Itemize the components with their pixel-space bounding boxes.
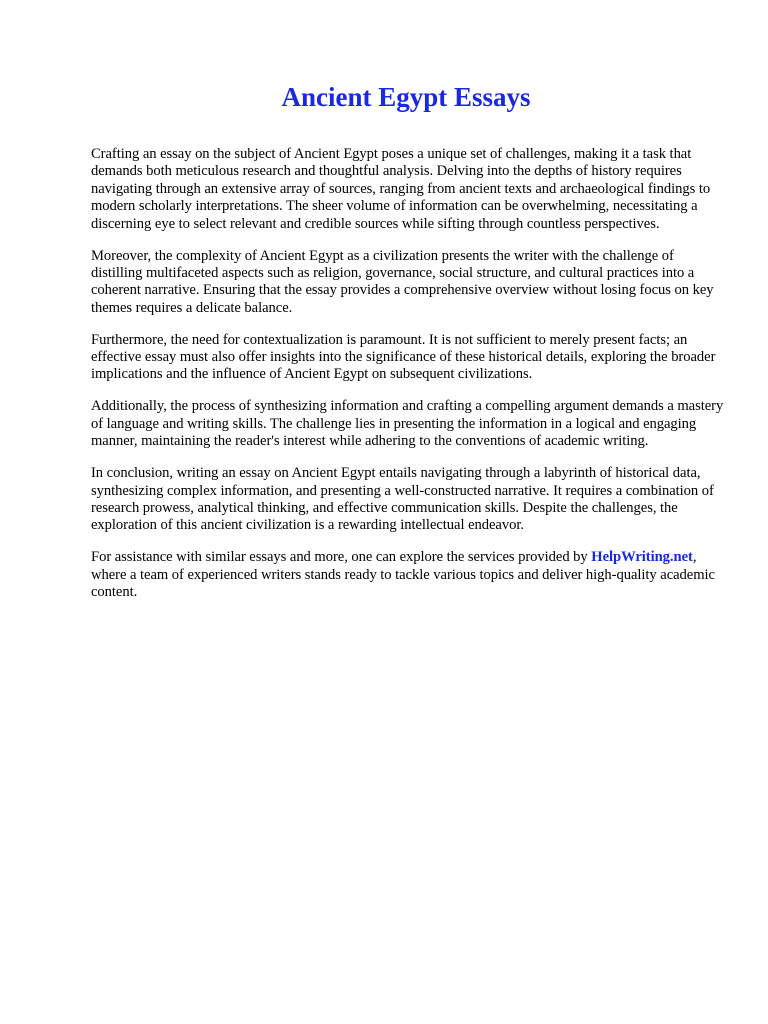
paragraph-complexity: Moreover, the complexity of Ancient Egypt as a civilization presents the writer with the challenge of distilling multifaceted aspects such as religion, governance, social structure, and cultural practices into a coherent narrative. Ensuring that the essay provides a comprehensive overview without losing focus on key themes requires a delicate balance. (91, 247, 714, 316)
paragraph-closing (91, 549, 727, 601)
document-title: Ancient Egypt Essays (281, 82, 531, 112)
helpwriting-link[interactable]: HelpWriting.net (591, 549, 693, 566)
closing-text-after-link: , where a team of experienced writers stands ready to tackle various topics and deliver high-quality academic content. (91, 549, 715, 601)
closing-text-before-link: For assistance with similar essays and more, one can explore the services provided by (91, 549, 592, 566)
paragraph-conclusion: In conclusion, writing an essay on Ancient Egypt entails navigating through a labyrinth of historical data, synthesizing complex information, and presenting a well-constructed narrative. It requires a combination of research prowess, analytical thinking, and effective communication skills. Despite the challenges, the exploration of this ancient civilization is a rewarding intellectual endeavor. (91, 465, 714, 534)
paragraph-contextualization: Furthermore, the need for contextualization is paramount. It is not sufficient to merely present facts; an effective essay must also offer insights into the significance of these historical details, exploring the broader implications and the influence of Ancient Egypt on subsequent civilizations. (91, 331, 716, 383)
paragraph-intro: Crafting an essay on the subject of Ancient Egypt poses a unique set of challenges, making it a task that demands both meticulous research and thoughtful analysis. Delving into the depths of history requires navigating through an extensive array of sources, ranging from ancient texts and archaeological findings to modern scholarly interpretations. The sheer volume of information can be overwhelming, necessitating a discerning eye to select relevant and credible sources while sifting through countless perspectives. (91, 146, 711, 232)
document-body (91, 146, 727, 616)
paragraph-synthesis: Additionally, the process of synthesizing information and crafting a compelling argument demands a mastery of language and writing skills. The challenge lies in presenting the information in a logical and engaging manner, maintaining the reader's interest while adhering to the conventions of academic writing. (91, 398, 724, 450)
